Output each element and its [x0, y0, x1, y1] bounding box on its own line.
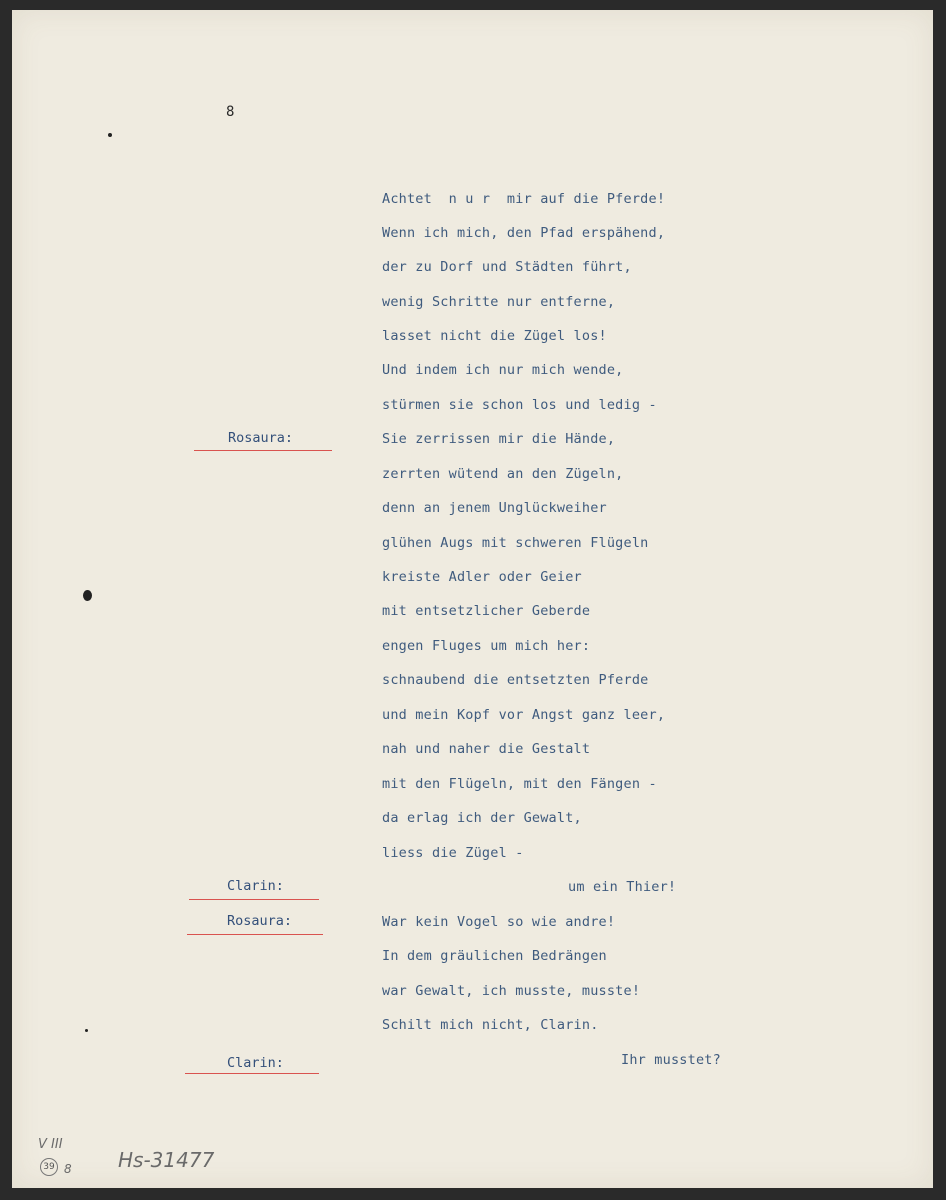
verse-line: War kein Vogel so wie andre! — [382, 914, 616, 930]
verse-line: Achtet n u r mir auf die Pferde! — [382, 191, 666, 207]
speaker-underline — [189, 899, 319, 900]
verse-line: denn an jenem Unglückweiher — [382, 500, 607, 516]
verse-line: wenig Schritte nur entferne, — [382, 294, 616, 310]
speaker-label: Rosaura: — [227, 913, 293, 929]
verse-line: um ein Thier! — [568, 879, 677, 895]
page-number: 8 — [226, 104, 235, 120]
verse-line: glühen Augs mit schweren Flügeln — [382, 535, 649, 551]
document-page — [12, 10, 933, 1188]
verse-line: war Gewalt, ich musste, musste! — [382, 983, 641, 999]
verse-line: nah und naher die Gestalt — [382, 741, 591, 757]
ink-speck — [108, 133, 112, 137]
speaker-underline — [185, 1073, 319, 1074]
speaker-underline — [187, 934, 323, 935]
verse-line: da erlag ich der Gewalt, — [382, 810, 582, 826]
verse-line: mit den Flügeln, mit den Fängen - — [382, 776, 657, 792]
ink-blot — [83, 590, 92, 601]
pencil-circled-number: 39 — [40, 1158, 58, 1176]
verse-line: Und indem ich nur mich wende, — [382, 362, 624, 378]
verse-line: Wenn ich mich, den Pfad erspähend, — [382, 225, 666, 241]
pencil-sub-number: 8 — [64, 1162, 72, 1176]
verse-line: Ihr musstet? — [621, 1052, 721, 1068]
verse-line: und mein Kopf vor Angst ganz leer, — [382, 707, 666, 723]
verse-line: kreiste Adler oder Geier — [382, 569, 582, 585]
verse-line: schnaubend die entsetzten Pferde — [382, 672, 649, 688]
verse-line: zerrten wütend an den Zügeln, — [382, 466, 624, 482]
verse-line: stürmen sie schon los und ledig - — [382, 397, 657, 413]
verse-line: Sie zerrissen mir die Hände, — [382, 431, 616, 447]
verse-line: In dem gräulichen Bedrängen — [382, 948, 607, 964]
verse-line: engen Fluges um mich her: — [382, 638, 591, 654]
ink-speck — [85, 1029, 88, 1032]
pencil-shelfmark: Hs-31477 — [118, 1148, 215, 1172]
verse-line: lasset nicht die Zügel los! — [382, 328, 607, 344]
verse-line: der zu Dorf und Städten führt, — [382, 259, 632, 275]
speaker-label: Clarin: — [227, 1055, 284, 1071]
pencil-volume-note: V III — [38, 1137, 63, 1152]
speaker-underline — [194, 450, 332, 451]
verse-line: liess die Zügel - — [382, 845, 524, 861]
speaker-label: Clarin: — [227, 878, 284, 894]
verse-line: mit entsetzlicher Geberde — [382, 603, 591, 619]
speaker-label: Rosaura: — [228, 430, 294, 446]
verse-line: Schilt mich nicht, Clarin. — [382, 1017, 599, 1033]
